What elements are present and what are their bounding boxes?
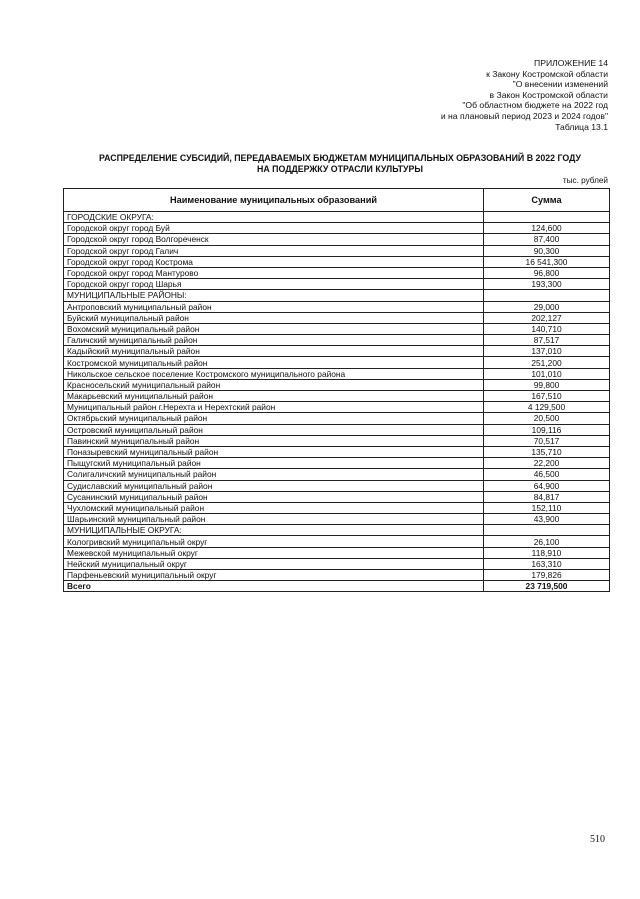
table-row [64, 514, 610, 525]
header-line: "Об областном бюджете на 2022 год [462, 100, 608, 111]
row-name-cell: Муниципальный район г.Нерехта и Нерехтский район [64, 402, 484, 413]
table-row [64, 424, 610, 435]
table-row [64, 480, 610, 491]
page-number: 510 [590, 834, 605, 845]
row-name-cell: Поназыревский муниципальный район [64, 446, 484, 457]
row-name-cell: Пыщугский муниципальный район [64, 458, 484, 469]
title-line: НА ПОДДЕРЖКУ ОТРАСЛИ КУЛЬТУРЫ [257, 164, 423, 174]
row-name-cell: Никольское сельское поселение Костромского муниципального района [64, 368, 484, 379]
annex-header [441, 58, 608, 132]
row-amount-cell: 43,900 [484, 514, 610, 525]
table-row [64, 581, 610, 592]
table-row [64, 290, 610, 301]
row-amount-cell: 99,800 [484, 379, 610, 390]
table-row [64, 368, 610, 379]
row-name-cell: Межевской муниципальный округ [64, 547, 484, 558]
table-row [64, 525, 610, 536]
row-amount-cell: 140,710 [484, 323, 610, 334]
row-amount-cell: 137,010 [484, 346, 610, 357]
table-row [64, 335, 610, 346]
row-name-cell: Кадыйский муниципальный район [64, 346, 484, 357]
row-name-cell: Нейский муниципальный округ [64, 558, 484, 569]
row-amount-cell: 70,517 [484, 435, 610, 446]
row-name-cell: Городской округ город Шарья [64, 279, 484, 290]
row-amount-cell: 135,710 [484, 446, 610, 457]
row-amount-cell: 163,310 [484, 558, 610, 569]
subsidy-table [63, 188, 610, 592]
row-amount-cell: 96,800 [484, 267, 610, 278]
row-amount-cell: 152,110 [484, 502, 610, 513]
table-row [64, 346, 610, 357]
table-row [64, 279, 610, 290]
header-line: Таблица 13.1 [555, 121, 608, 132]
table-row [64, 491, 610, 502]
table-row [64, 446, 610, 457]
header-line: в Закон Костромской области [489, 89, 608, 100]
table-row [64, 502, 610, 513]
table-row [64, 234, 610, 245]
row-name-cell: Павинский муниципальный район [64, 435, 484, 446]
row-name-cell: Кологривский муниципальный округ [64, 536, 484, 547]
row-name-cell: Красносельский муниципальный район [64, 379, 484, 390]
table-row [64, 223, 610, 234]
row-amount-cell: 4 129,500 [484, 402, 610, 413]
row-name-cell: Сусанинский муниципальный район [64, 491, 484, 502]
row-amount-cell: 20,500 [484, 413, 610, 424]
row-name-cell: Костромской муниципальный район [64, 357, 484, 368]
row-name-cell: Галичский муниципальный район [64, 335, 484, 346]
table-row [64, 379, 610, 390]
row-amount-cell: 101,010 [484, 368, 610, 379]
row-amount-cell: 251,200 [484, 357, 610, 368]
row-name-cell: Солигаличский муниципальный район [64, 469, 484, 480]
row-name-cell: ГОРОДСКИЕ ОКРУГА: [64, 212, 484, 223]
table-row [64, 323, 610, 334]
document-title [62, 153, 618, 175]
row-amount-cell: 179,826 [484, 570, 610, 581]
table-row [64, 435, 610, 446]
row-amount-cell: 46,500 [484, 469, 610, 480]
row-name-cell: Всего [64, 581, 484, 592]
row-amount-cell: 84,817 [484, 491, 610, 502]
row-name-cell: Городской округ город Кострома [64, 256, 484, 267]
header-line: ПРИЛОЖЕНИЕ 14 [534, 58, 608, 68]
row-amount-cell: 202,127 [484, 312, 610, 323]
row-amount-cell: 23 719,500 [484, 581, 610, 592]
row-name-cell: МУНИЦИПАЛЬНЫЕ РАЙОНЫ: [64, 290, 484, 301]
table-row [64, 458, 610, 469]
row-amount-cell: 193,300 [484, 279, 610, 290]
row-amount-cell: 29,000 [484, 301, 610, 312]
row-name-cell: Городской округ город Галич [64, 245, 484, 256]
table-row [64, 547, 610, 558]
table-row [64, 312, 610, 323]
row-amount-cell [484, 290, 610, 301]
row-amount-cell: 22,200 [484, 458, 610, 469]
table-row [64, 256, 610, 267]
row-amount-cell: 64,900 [484, 480, 610, 491]
row-amount-cell [484, 212, 610, 223]
row-amount-cell: 109,116 [484, 424, 610, 435]
row-amount-cell: 87,400 [484, 234, 610, 245]
row-name-cell: МУНИЦИПАЛЬНЫЕ ОКРУГА: [64, 525, 484, 536]
row-name-cell: Антроповский муниципальный район [64, 301, 484, 312]
table-row [64, 402, 610, 413]
table-header-row [64, 189, 610, 212]
table-row [64, 357, 610, 368]
row-name-cell: Городской округ город Волгореченск [64, 234, 484, 245]
row-amount-cell: 118,910 [484, 547, 610, 558]
row-name-cell: Островский муниципальный район [64, 424, 484, 435]
row-name-cell: Октябрьский муниципальный район [64, 413, 484, 424]
table-row [64, 558, 610, 569]
table-row [64, 245, 610, 256]
column-header-amount: Сумма [484, 189, 610, 212]
table-row [64, 212, 610, 223]
row-name-cell: Макарьевский муниципальный район [64, 391, 484, 402]
table-row [64, 267, 610, 278]
row-amount-cell: 90,300 [484, 245, 610, 256]
row-amount-cell: 124,600 [484, 223, 610, 234]
table-row [64, 301, 610, 312]
table-body [64, 212, 610, 592]
header-line: "О внесении изменений [512, 79, 608, 90]
row-name-cell: Вохомский муниципальный район [64, 323, 484, 334]
row-name-cell: Шарьинский муниципальный район [64, 514, 484, 525]
header-line: к Закону Костромской области [486, 68, 608, 79]
table-row [64, 413, 610, 424]
row-amount-cell: 26,100 [484, 536, 610, 547]
column-header-name: Наименование муниципальных образований [64, 189, 484, 212]
title-line: РАСПРЕДЕЛЕНИЕ СУБСИДИЙ, ПЕРЕДАВАЕМЫХ БЮДЖЕТАМ МУНИЦИПАЛЬНЫХ ОБРАЗОВАНИЙ В 2022 ГОДУ [99, 153, 581, 163]
table-row [64, 536, 610, 547]
table-row [64, 469, 610, 480]
row-name-cell: Городской округ город Мантурово [64, 267, 484, 278]
row-name-cell: Буйский муниципальный район [64, 312, 484, 323]
row-name-cell: Чухломский муниципальный район [64, 502, 484, 513]
row-name-cell: Парфеньевский муниципальный округ [64, 570, 484, 581]
table-row [64, 391, 610, 402]
row-amount-cell: 16 541,300 [484, 256, 610, 267]
row-name-cell: Городской округ город Буй [64, 223, 484, 234]
table-row [64, 570, 610, 581]
row-amount-cell [484, 525, 610, 536]
units-label: тыс. рублей [562, 176, 608, 185]
row-name-cell: Судиславский муниципальный район [64, 480, 484, 491]
header-line: и на плановый период 2023 и 2024 годов" [440, 110, 608, 121]
row-amount-cell: 167,510 [484, 391, 610, 402]
row-amount-cell: 87,517 [484, 335, 610, 346]
